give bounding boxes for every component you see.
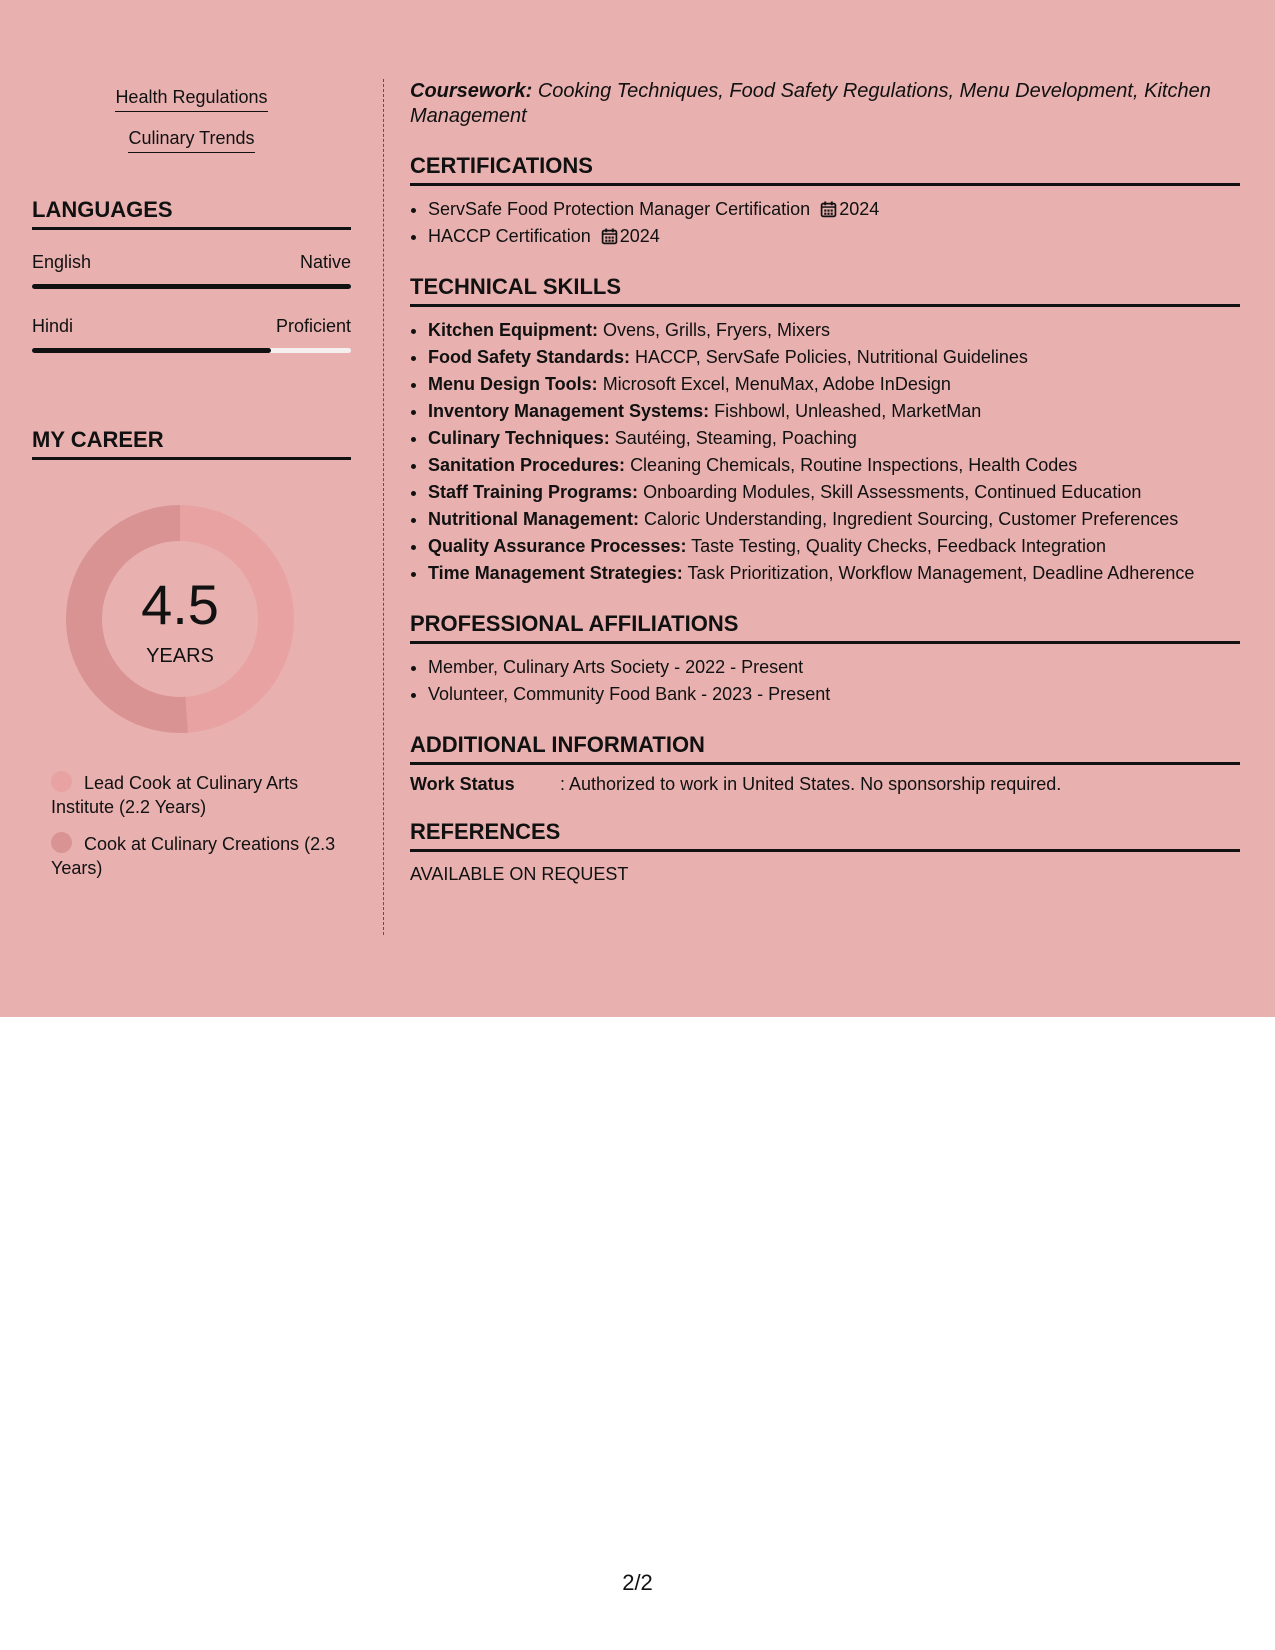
language-bar	[32, 348, 351, 353]
references-heading: REFERENCES	[410, 819, 1240, 852]
language-bar-fill	[32, 348, 271, 353]
affiliations-list	[410, 654, 1240, 708]
references-text: AVAILABLE ON REQUEST	[410, 864, 629, 884]
language-english	[32, 252, 351, 289]
skill-value: Microsoft Excel, MenuMax, Adobe InDesign	[602, 374, 951, 394]
career-donut-chart	[66, 505, 294, 733]
skill-value: Ovens, Grills, Fryers, Mixers	[603, 320, 831, 340]
skill-label: Quality Assurance Processes:	[428, 536, 687, 556]
skill-value: Onboarding Modules, Skill Assessments, Continued Education	[643, 482, 1142, 502]
skill-value: Caloric Understanding, Ingredient Sourcing, Customer Preferences	[644, 509, 1179, 529]
skill-item	[428, 371, 1240, 398]
skill-value: Taste Testing, Quality Checks, Feedback Integration	[691, 536, 1107, 556]
skill-item	[428, 452, 1240, 479]
certification-name: ServSafe Food Protection Manager Certification	[428, 199, 811, 219]
column-divider	[383, 79, 384, 935]
affiliations-heading: PROFESSIONAL AFFILIATIONS	[410, 611, 1240, 644]
certification-year: 2024	[619, 226, 660, 246]
legend-dot	[51, 832, 72, 853]
coursework-label: Coursework:	[410, 80, 533, 102]
technical-skills-heading: TECHNICAL SKILLS	[410, 274, 1240, 307]
skill-item	[428, 398, 1240, 425]
skill-item	[428, 425, 1240, 452]
interest-item: Culinary Trends	[128, 128, 254, 153]
language-name: English	[32, 252, 92, 272]
affiliation-item: • Volunteer, Community Food Bank - 2023 - Present	[428, 681, 1240, 708]
technical-skills-list	[410, 317, 1240, 587]
skill-item	[428, 344, 1240, 371]
language-level: Native	[299, 252, 351, 272]
skill-value: Fishbowl, Unleashed, MarketMan	[714, 401, 982, 421]
certifications-heading: CERTIFICATIONS	[410, 153, 1240, 186]
work-status-label: Work Status	[410, 774, 515, 794]
legend-label: Lead Cook at Culinary Arts Institute (2.2 Years)	[51, 773, 299, 817]
skill-label: Menu Design Tools:	[428, 374, 598, 394]
language-bar	[32, 284, 351, 289]
skill-value: Task Prioritization, Workflow Management, Deadline Adherence	[687, 563, 1195, 583]
coursework-text: Cooking Techniques, Food Safety Regulations, Menu Development, Kitchen Management	[410, 80, 1211, 127]
skill-item	[428, 317, 1240, 344]
certification-year: 2024	[839, 199, 880, 219]
certification-name: HACCP Certification	[428, 226, 591, 246]
legend-item	[51, 771, 351, 819]
skill-label: Kitchen Equipment:	[428, 320, 598, 340]
language-name: Hindi	[32, 316, 74, 336]
right-column	[410, 79, 1240, 885]
page-number: 2/2	[622, 1570, 653, 1595]
work-status-row	[410, 774, 1240, 795]
interest-item: Health Regulations	[115, 87, 267, 112]
career-total-unit: YEARS	[146, 645, 214, 667]
additional-info-heading: ADDITIONAL INFORMATION	[410, 732, 1240, 765]
skill-item	[428, 560, 1240, 587]
affiliation-item: • Member, Culinary Arts Society - 2022 - Present	[428, 654, 1240, 681]
skill-label: Time Management Strategies:	[428, 563, 683, 583]
language-bar-fill	[32, 284, 351, 289]
calendar-icon	[820, 201, 837, 218]
legend-item	[51, 832, 351, 880]
skill-item	[428, 533, 1240, 560]
language-level: Proficient	[275, 316, 351, 336]
donut-center	[66, 505, 294, 733]
skill-label: Staff Training Programs:	[428, 482, 639, 502]
language-hindi	[32, 316, 351, 353]
career-legend	[51, 771, 351, 880]
skill-value: Cleaning Chemicals, Routine Inspections, Health Codes	[630, 455, 1078, 475]
skill-label: Food Safety Standards:	[428, 347, 631, 367]
languages-heading: LANGUAGES	[32, 197, 351, 230]
certification-item	[428, 223, 1240, 250]
career-heading: MY CAREER	[32, 427, 351, 460]
coursework	[410, 79, 1240, 129]
skill-value: Sautéing, Steaming, Poaching	[614, 428, 857, 448]
certifications-list	[410, 196, 1240, 250]
skill-item	[428, 506, 1240, 533]
left-column	[32, 79, 351, 893]
certification-item	[428, 196, 1240, 223]
skill-item	[428, 479, 1240, 506]
skill-label: Nutritional Management:	[428, 509, 640, 529]
skill-label: Inventory Management Systems:	[428, 401, 710, 421]
work-status-value: : Authorized to work in United States. No sponsorship required.	[560, 774, 1062, 794]
legend-dot	[51, 771, 72, 792]
calendar-icon	[601, 228, 618, 245]
skill-label: Culinary Techniques:	[428, 428, 610, 448]
career-total-years: 4.5	[141, 573, 219, 636]
legend-label: Cook at Culinary Creations (2.3 Years)	[51, 834, 336, 878]
skill-label: Sanitation Procedures:	[428, 455, 626, 475]
interests-list	[32, 87, 351, 169]
skill-value: HACCP, ServSafe Policies, Nutritional Guidelines	[635, 347, 1028, 367]
